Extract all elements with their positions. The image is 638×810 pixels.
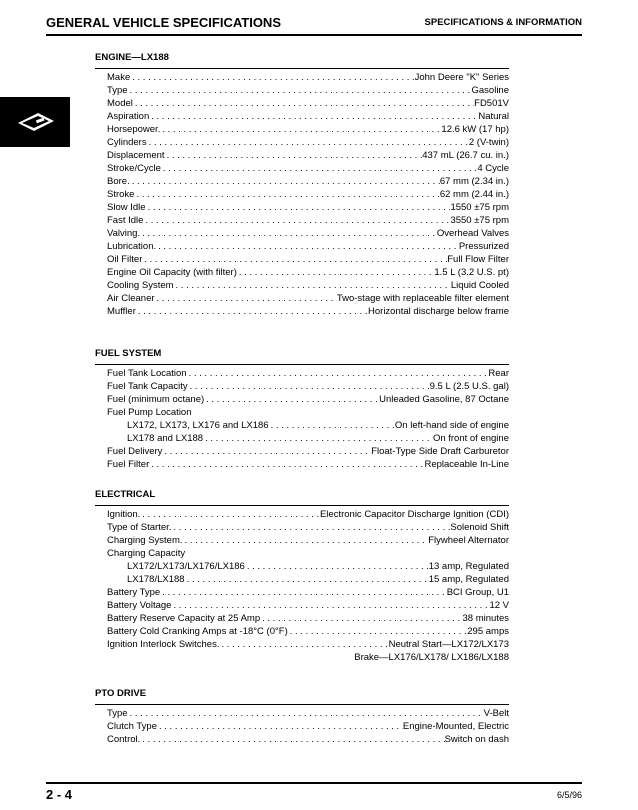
electrical-section: [95, 489, 509, 664]
spec-label: Engine Oil Capacity (with filter): [107, 267, 237, 278]
dot-leader: [143, 214, 450, 227]
spec-row: [107, 393, 509, 406]
spec-label: Fast Idle: [107, 215, 144, 226]
dot-leader: [130, 175, 440, 188]
header-title: GENERAL VEHICLE SPECIFICATIONS: [46, 15, 281, 30]
spec-row: [107, 720, 509, 733]
spec-label: Fuel Filter: [107, 459, 150, 470]
spec-label: Battery Type: [107, 587, 161, 598]
fuel-section: [95, 348, 509, 471]
spec-label: Aspiration: [107, 111, 150, 122]
dot-leader: [245, 560, 429, 573]
section-rule: [95, 704, 509, 705]
dot-leader: [183, 534, 429, 547]
spec-value: V-Belt: [483, 708, 509, 719]
spec-label: Oil Filter: [107, 254, 143, 265]
pto-section: [95, 688, 509, 746]
spec-label: Fuel (minimum octane): [107, 394, 205, 405]
dot-leader: [171, 599, 489, 612]
spec-row: [107, 227, 509, 240]
spec-row: [107, 175, 509, 188]
spec-label: Stroke/Cycle: [107, 163, 161, 174]
spec-label: Battery Voltage: [107, 600, 172, 611]
spec-row: [107, 508, 509, 521]
spec-value: 15 amp, Regulated: [428, 574, 509, 585]
spec-row: [107, 638, 509, 651]
dot-leader: [130, 71, 414, 84]
spec-value: Liquid Cooled: [450, 280, 509, 291]
spec-row: [107, 625, 509, 638]
page-number: 2 - 4: [46, 787, 73, 802]
spec-label: Type: [107, 708, 128, 719]
spec-row: [107, 612, 509, 625]
spec-row: [107, 573, 509, 586]
spec-value: Two-stage with replaceable filter element: [336, 293, 509, 304]
spec-label: Air Cleaner: [107, 293, 155, 304]
page-header: [46, 12, 582, 36]
dot-leader: [147, 136, 469, 149]
dot-leader: [133, 97, 474, 110]
dot-leader: [185, 573, 429, 586]
spec-row: [107, 599, 509, 612]
section-rule: [95, 505, 509, 506]
spec-row: [107, 214, 509, 227]
spec-value: 38 minutes: [462, 613, 509, 624]
spec-label: LX178 and LX188: [127, 433, 204, 444]
spec-value: Replaceable In-Line: [424, 459, 509, 470]
spec-value: 13 amp, Regulated: [428, 561, 509, 572]
spec-row: [107, 188, 509, 201]
spec-value: Horizontal discharge below frame: [368, 306, 509, 317]
spec-row: [107, 279, 509, 292]
spec-row: [107, 547, 509, 560]
dot-leader: [174, 279, 451, 292]
dot-leader: [156, 240, 459, 253]
spec-value: Electronic Capacitor Discharge Ignition (CDI): [319, 509, 509, 520]
spec-label: Fuel Tank Location: [107, 368, 187, 379]
spec-label: Displacement: [107, 150, 165, 161]
dot-leader: [149, 458, 424, 471]
dot-leader: [128, 707, 484, 720]
spec-label: Muffler: [107, 306, 136, 317]
spec-value: Flywheel Alternator: [428, 535, 509, 546]
spec-row: [107, 162, 509, 175]
spec-value: Pressurized: [458, 241, 509, 252]
spec-label: Fuel Pump Location: [107, 407, 192, 418]
spec-value: Solenoid Shift: [450, 522, 509, 533]
spec-list: [95, 707, 509, 746]
spec-value: Engine-Mounted, Electric: [402, 721, 509, 732]
dot-leader: [165, 149, 423, 162]
dot-leader: [161, 162, 477, 175]
tractor-icon: [16, 109, 56, 135]
spec-row: [107, 240, 509, 253]
section-title: ENGINE—LX188: [95, 52, 169, 63]
dot-leader: [149, 110, 478, 123]
spec-value: Full Flow Filter: [447, 254, 509, 265]
dot-leader: [140, 508, 320, 521]
spec-label: Lubrication.: [107, 241, 157, 252]
spec-row: [107, 123, 509, 136]
section-tab: [0, 97, 70, 147]
dot-leader: [171, 521, 450, 534]
spec-row: [107, 458, 509, 471]
dot-leader: [219, 638, 388, 651]
spec-value: FD501V: [474, 98, 509, 109]
spec-row: [107, 84, 509, 97]
spec-value: 3550 ±75 rpm: [450, 215, 509, 226]
spec-value: 9.5 L (2.5 U.S. gal): [429, 381, 509, 392]
spec-value: 437 mL (26.7 cu. in.): [422, 150, 509, 161]
spec-value: 12.6 kW (17 hp): [441, 124, 509, 135]
spec-value: Unleaded Gasoline, 87 Octane: [379, 394, 509, 405]
spec-label: Charging System.: [107, 535, 183, 546]
spec-value: On front of engine: [432, 433, 509, 444]
spec-row: [107, 305, 509, 318]
dot-leader: [204, 393, 379, 406]
spec-row: [107, 253, 509, 266]
spec-list: [95, 71, 509, 318]
dot-leader: [160, 123, 441, 136]
spec-row: [107, 292, 509, 305]
spec-label: Control.: [107, 734, 141, 745]
spec-row: [107, 266, 509, 279]
spec-label: Slow Idle: [107, 202, 146, 213]
dot-leader: [188, 380, 430, 393]
spec-row: [107, 110, 509, 123]
dot-leader: [269, 419, 395, 432]
spec-value: 62 mm (2.44 in.): [439, 189, 509, 200]
dot-leader: [162, 445, 371, 458]
spec-value: 2 (V-twin): [468, 137, 509, 148]
revision-date: 6/5/96: [556, 790, 582, 800]
spec-label: Clutch Type: [107, 721, 157, 732]
spec-label: Type of Starter.: [107, 522, 172, 533]
spec-value: BCI Group, U1: [446, 587, 509, 598]
spec-label: Fuel Delivery: [107, 446, 163, 457]
dot-leader: [140, 733, 444, 746]
spec-label: Make: [107, 72, 131, 83]
footer-rule: [46, 782, 582, 784]
spec-row: [107, 521, 509, 534]
dot-leader: [155, 292, 337, 305]
spec-row: [107, 367, 509, 380]
spec-label: LX178/LX188: [127, 574, 185, 585]
spec-value: Neutral Start—LX172/LX173: [388, 639, 509, 650]
spec-value: Switch on dash: [444, 734, 509, 745]
section-rule: [95, 364, 509, 365]
spec-value: 295 amps: [467, 626, 509, 637]
spec-label: Ignition Interlock Switches.: [107, 639, 220, 650]
spec-row: [107, 560, 509, 573]
spec-row: [107, 380, 509, 393]
dot-leader: [160, 586, 447, 599]
spec-row: [107, 201, 509, 214]
spec-label: Cooling System: [107, 280, 174, 291]
spec-row: [107, 136, 509, 149]
spec-value: 67 mm (2.34 in.): [439, 176, 509, 187]
spec-value: Float-Type Side Draft Carburetor: [371, 446, 509, 457]
spec-row: [107, 733, 509, 746]
spec-label: Fuel Tank Capacity: [107, 381, 188, 392]
dot-leader: [288, 625, 467, 638]
spec-value: Rear: [488, 368, 509, 379]
spec-value: Natural: [478, 111, 509, 122]
section-rule: [95, 68, 509, 69]
spec-label: Horsepower.: [107, 124, 161, 135]
spec-list: [95, 508, 509, 664]
spec-value: 12 V: [489, 600, 509, 611]
spec-value: On left-hand side of engine: [394, 420, 509, 431]
spec-value: Overhead Valves: [436, 228, 509, 239]
spec-value: 1550 ±75 rpm: [450, 202, 509, 213]
spec-row: [107, 71, 509, 84]
dot-leader: [128, 84, 472, 97]
dot-leader: [146, 201, 451, 214]
spec-label: Battery Cold Cranking Amps at -18°C (0°F): [107, 626, 288, 637]
spec-value: 4 Cycle: [477, 163, 509, 174]
spec-value: Gasoline: [471, 85, 509, 96]
spec-row: [107, 707, 509, 720]
spec-row: [107, 534, 509, 547]
section-title: PTO DRIVE: [95, 688, 147, 699]
spec-row: [107, 432, 509, 445]
section-title: FUEL SYSTEM: [95, 348, 162, 359]
spec-label: Valving.: [107, 228, 141, 239]
spec-label: Battery Reserve Capacity at 25 Amp: [107, 613, 261, 624]
dot-leader: [140, 227, 437, 240]
spec-row: [107, 97, 509, 110]
spec-row: [107, 149, 509, 162]
spec-value: John Deere "K" Series: [414, 72, 509, 83]
spec-label: LX172/LX173/LX176/LX186: [127, 561, 245, 572]
spec-value: 1.5 L (3.2 U.S. pt): [434, 267, 509, 278]
spec-row: [107, 406, 509, 419]
spec-label: Cylinders: [107, 137, 147, 148]
spec-label: Stroke: [107, 189, 135, 200]
spec-value: Brake—LX176/LX178/ LX186/LX188: [354, 652, 509, 663]
spec-row: [107, 651, 509, 664]
spec-row: [107, 445, 509, 458]
dot-leader: [203, 432, 433, 445]
spec-label: Type: [107, 85, 128, 96]
dot-leader: [134, 188, 439, 201]
spec-label: Ignition.: [107, 509, 141, 520]
engine-section: [95, 52, 509, 318]
dot-leader: [237, 266, 434, 279]
spec-label: Bore.: [107, 176, 130, 187]
dot-leader: [142, 253, 447, 266]
spec-label: Charging Capacity: [107, 548, 186, 559]
dot-leader: [260, 612, 462, 625]
spec-label: LX172, LX173, LX176 and LX186: [127, 420, 269, 431]
spec-list: [95, 367, 509, 471]
dot-leader: [187, 367, 489, 380]
spec-row: [107, 586, 509, 599]
dot-leader: [136, 305, 368, 318]
section-title: ELECTRICAL: [95, 489, 156, 500]
header-section: SPECIFICATIONS & INFORMATION: [424, 17, 582, 28]
spec-label: Model: [107, 98, 133, 109]
dot-leader: [157, 720, 403, 733]
spec-row: [107, 419, 509, 432]
